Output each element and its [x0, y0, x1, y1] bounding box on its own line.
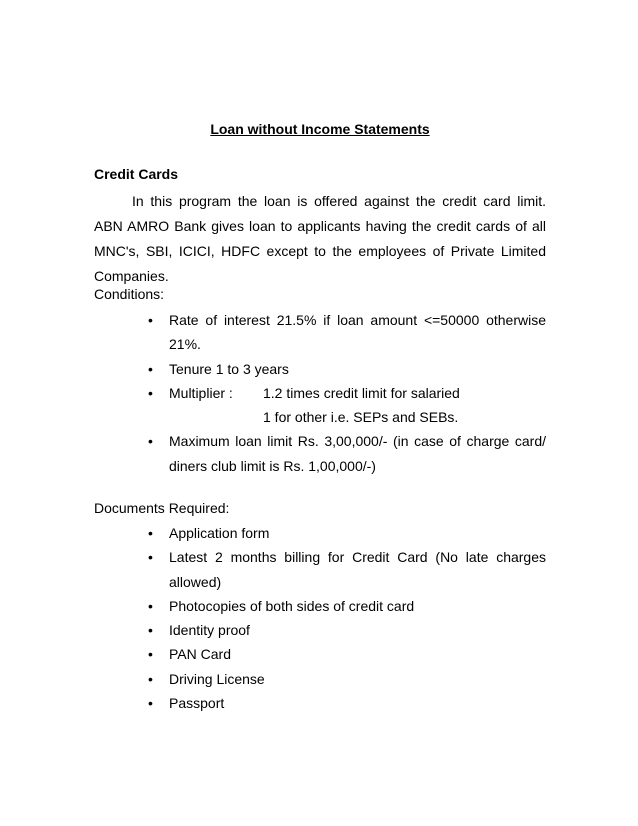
bullet-icon: •: [148, 597, 153, 614]
documents-label: Documents Required:: [94, 500, 230, 516]
doc-driving-license: Driving License: [169, 670, 265, 687]
documents-list: [94, 521, 546, 715]
list-item: [94, 691, 546, 715]
multiplier-other: 1 for other i.e. SEPs and SEBs.: [263, 409, 459, 426]
doc-identity-proof: Identity proof: [169, 622, 250, 639]
doc-application-form: Application form: [169, 525, 270, 541]
doc-billing: Latest 2 months billing for Credit Card (No late charges allowed): [169, 549, 546, 590]
condition-interest: Rate of interest 21.5% if loan amount <=50000 otherwise 21%.: [169, 312, 546, 353]
list-item: [94, 642, 546, 666]
bullet-icon: •: [148, 312, 153, 328]
list-item: [94, 594, 546, 618]
list-item: [94, 381, 546, 430]
multiplier-row: [169, 381, 546, 405]
multiplier-salaried: 1.2 times credit limit for salaried: [263, 384, 460, 401]
intro-paragraph: In this program the loan is offered against the credit card limit. ABN AMRO Bank gives loan to applicants having the credit cards of all MNC's, SBI, ICICI, HDFC except to the employees of Private Limited Companies.: [94, 193, 546, 284]
bullet-icon: •: [148, 384, 153, 401]
list-item: [94, 357, 546, 381]
bullet-icon: •: [148, 433, 153, 450]
multiplier-key: Multiplier :: [169, 384, 233, 401]
conditions-label: Conditions:: [94, 286, 165, 302]
bullet-icon: •: [148, 549, 153, 566]
list-item: [94, 667, 546, 691]
condition-tenure: Tenure 1 to 3 years: [169, 360, 289, 377]
conditions-list: [94, 308, 546, 478]
list-item: [94, 545, 546, 594]
section-heading: Credit Cards: [94, 166, 179, 182]
list-item: [94, 429, 546, 478]
doc-passport: Passport: [169, 695, 225, 712]
list-item: [94, 308, 546, 357]
bullet-icon: •: [148, 360, 153, 377]
list-item: [94, 618, 546, 642]
doc-pan-card: PAN Card: [169, 646, 231, 663]
bullet-icon: •: [148, 622, 153, 639]
bullet-icon: •: [148, 695, 153, 712]
bullet-icon: •: [148, 670, 153, 687]
bullet-icon: •: [148, 646, 153, 663]
document-title: Loan without Income Statements: [210, 121, 430, 137]
condition-max-limit: Maximum loan limit Rs. 3,00,000/- (in case of charge card/ diners club limit is Rs. 1,00,000/-): [169, 433, 546, 474]
doc-photocopies: Photocopies of both sides of credit card: [169, 597, 415, 614]
list-item: [94, 521, 546, 545]
bullet-icon: •: [148, 525, 153, 541]
